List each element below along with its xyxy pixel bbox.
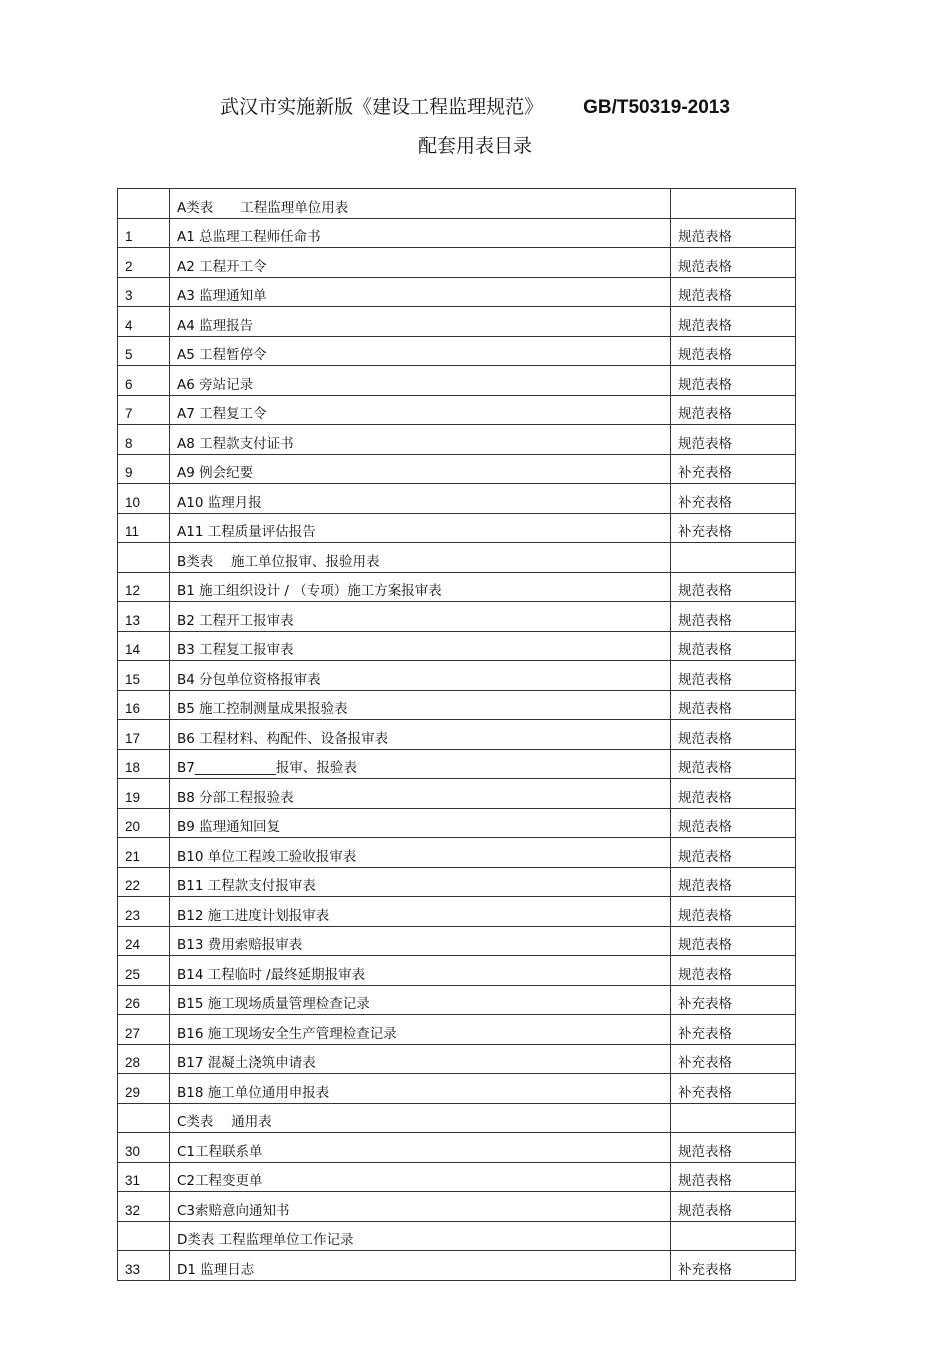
- table-row: [118, 484, 796, 514]
- form-type-cell: 补充表格: [671, 484, 796, 514]
- form-type-cell: [671, 1221, 796, 1251]
- table-row: [118, 248, 796, 278]
- form-type-cell: 规范表格: [671, 218, 796, 248]
- form-type-cell: 规范表格: [671, 838, 796, 868]
- section-header-row: [118, 189, 796, 219]
- table-row: [118, 1162, 796, 1192]
- table-row: [118, 808, 796, 838]
- row-number-cell: 7: [118, 395, 170, 425]
- form-type-cell: 规范表格: [671, 867, 796, 897]
- row-number-cell: 20: [118, 808, 170, 838]
- form-name-cell: C3索赔意向通知书: [170, 1192, 671, 1222]
- table-row: [118, 956, 796, 986]
- form-type-cell: 补充表格: [671, 454, 796, 484]
- form-name-cell: B类表 施工单位报审、报验用表: [170, 543, 671, 573]
- form-name-cell: B12 施工进度计划报审表: [170, 897, 671, 927]
- form-name-cell: B9 监理通知回复: [170, 808, 671, 838]
- row-number-cell: 26: [118, 985, 170, 1015]
- row-number-cell: 1: [118, 218, 170, 248]
- form-type-cell: 规范表格: [671, 956, 796, 986]
- row-number-cell: 11: [118, 513, 170, 543]
- form-type-cell: 补充表格: [671, 1074, 796, 1104]
- form-type-cell: 规范表格: [671, 248, 796, 278]
- form-name-cell: B8 分部工程报验表: [170, 779, 671, 809]
- row-number-cell: 13: [118, 602, 170, 632]
- table-row: [118, 1133, 796, 1163]
- row-number-cell: [118, 543, 170, 573]
- form-type-cell: 规范表格: [671, 366, 796, 396]
- table-row: [118, 1074, 796, 1104]
- row-number-cell: 32: [118, 1192, 170, 1222]
- row-number-cell: 33: [118, 1251, 170, 1281]
- form-type-cell: [671, 543, 796, 573]
- form-name-cell: B4 分包单位资格报审表: [170, 661, 671, 691]
- row-number-cell: 8: [118, 425, 170, 455]
- form-name-cell: A3 监理通知单: [170, 277, 671, 307]
- row-number-cell: [118, 1221, 170, 1251]
- row-number-cell: 9: [118, 454, 170, 484]
- form-name-cell: B13 费用索赔报审表: [170, 926, 671, 956]
- form-type-cell: 规范表格: [671, 749, 796, 779]
- table-row: [118, 572, 796, 602]
- form-type-cell: [671, 189, 796, 219]
- form-type-cell: 规范表格: [671, 1192, 796, 1222]
- row-number-cell: 14: [118, 631, 170, 661]
- row-number-cell: 31: [118, 1162, 170, 1192]
- row-number-cell: 4: [118, 307, 170, 337]
- form-name-cell: B15 施工现场质量管理检查记录: [170, 985, 671, 1015]
- form-name-cell: B17 混凝土浇筑申请表: [170, 1044, 671, 1074]
- table-row: [118, 779, 796, 809]
- document-subtitle: 配套用表目录: [417, 135, 532, 157]
- form-type-cell: 规范表格: [671, 307, 796, 337]
- row-number-cell: 24: [118, 926, 170, 956]
- form-name-cell: C2工程变更单: [170, 1162, 671, 1192]
- document-title: [0, 92, 950, 119]
- table-row: [118, 395, 796, 425]
- form-type-cell: 规范表格: [671, 631, 796, 661]
- form-name-cell: B14 工程临时 /最终延期报审表: [170, 956, 671, 986]
- table-row: [118, 336, 796, 366]
- form-type-cell: 补充表格: [671, 1251, 796, 1281]
- form-type-cell: 规范表格: [671, 808, 796, 838]
- form-type-cell: 规范表格: [671, 1133, 796, 1163]
- table-row: [118, 277, 796, 307]
- form-name-cell: A9 例会纪要: [170, 454, 671, 484]
- row-number-cell: [118, 189, 170, 219]
- row-number-cell: 5: [118, 336, 170, 366]
- row-number-cell: 18: [118, 749, 170, 779]
- form-type-cell: 补充表格: [671, 513, 796, 543]
- title-main: 武汉市实施新版《建设工程监理规范》: [220, 96, 544, 118]
- row-number-cell: 30: [118, 1133, 170, 1163]
- row-number-cell: 16: [118, 690, 170, 720]
- row-number-cell: 19: [118, 779, 170, 809]
- form-name-cell: B10 单位工程竣工验收报审表: [170, 838, 671, 868]
- table-row: [118, 1044, 796, 1074]
- form-name-cell: C类表 通用表: [170, 1103, 671, 1133]
- form-name-cell: B6 工程材料、构配件、设备报审表: [170, 720, 671, 750]
- form-name-cell: B16 施工现场安全生产管理检查记录: [170, 1015, 671, 1045]
- form-type-cell: 规范表格: [671, 1162, 796, 1192]
- form-type-cell: 规范表格: [671, 602, 796, 632]
- form-name-cell: A5 工程暂停令: [170, 336, 671, 366]
- form-name-cell: A7 工程复工令: [170, 395, 671, 425]
- form-name-cell: A1 总监理工程师任命书: [170, 218, 671, 248]
- form-catalog-table: [117, 188, 796, 1281]
- form-name-cell: B18 施工单位通用申报表: [170, 1074, 671, 1104]
- section-header-row: [118, 543, 796, 573]
- section-header-row: [118, 1221, 796, 1251]
- table-row: [118, 926, 796, 956]
- table-row: [118, 1251, 796, 1281]
- row-number-cell: 27: [118, 1015, 170, 1045]
- row-number-cell: 22: [118, 867, 170, 897]
- row-number-cell: 6: [118, 366, 170, 396]
- table-row: [118, 602, 796, 632]
- row-number-cell: [118, 1103, 170, 1133]
- standard-code: GB/T50319-2013: [583, 97, 730, 118]
- row-number-cell: 3: [118, 277, 170, 307]
- table-row: [118, 1192, 796, 1222]
- form-type-cell: 规范表格: [671, 926, 796, 956]
- table-row: [118, 631, 796, 661]
- form-name-cell: C1工程联系单: [170, 1133, 671, 1163]
- section-header-row: [118, 1103, 796, 1133]
- form-type-cell: 规范表格: [671, 395, 796, 425]
- table-row: [118, 897, 796, 927]
- row-number-cell: 15: [118, 661, 170, 691]
- form-type-cell: 规范表格: [671, 336, 796, 366]
- table-row: [118, 1015, 796, 1045]
- row-number-cell: 25: [118, 956, 170, 986]
- row-number-cell: 28: [118, 1044, 170, 1074]
- form-name-cell: A2 工程开工令: [170, 248, 671, 278]
- table-row: [118, 218, 796, 248]
- row-number-cell: 12: [118, 572, 170, 602]
- form-name-cell: A类表 工程监理单位用表: [170, 189, 671, 219]
- row-number-cell: 29: [118, 1074, 170, 1104]
- form-type-cell: 补充表格: [671, 985, 796, 1015]
- form-name-cell: B2 工程开工报审表: [170, 602, 671, 632]
- form-name-cell: A10 监理月报: [170, 484, 671, 514]
- table-row: [118, 690, 796, 720]
- form-name-cell: D1 监理日志: [170, 1251, 671, 1281]
- form-type-cell: 规范表格: [671, 277, 796, 307]
- form-name-cell: B7____________报审、报验表: [170, 749, 671, 779]
- form-name-cell: A11 工程质量评估报告: [170, 513, 671, 543]
- table-row: [118, 661, 796, 691]
- catalog-body: [118, 189, 796, 1281]
- row-number-cell: 2: [118, 248, 170, 278]
- form-type-cell: 规范表格: [671, 425, 796, 455]
- row-number-cell: 17: [118, 720, 170, 750]
- form-name-cell: A6 旁站记录: [170, 366, 671, 396]
- form-name-cell: A4 监理报告: [170, 307, 671, 337]
- table-row: [118, 867, 796, 897]
- form-name-cell: D类表 工程监理单位工作记录: [170, 1221, 671, 1251]
- form-type-cell: 补充表格: [671, 1044, 796, 1074]
- form-name-cell: A8 工程款支付证书: [170, 425, 671, 455]
- row-number-cell: 23: [118, 897, 170, 927]
- form-type-cell: [671, 1103, 796, 1133]
- form-type-cell: 规范表格: [671, 897, 796, 927]
- form-type-cell: 规范表格: [671, 572, 796, 602]
- form-name-cell: B1 施工组织设计 / （专项）施工方案报审表: [170, 572, 671, 602]
- table-row: [118, 366, 796, 396]
- form-type-cell: 补充表格: [671, 1015, 796, 1045]
- table-row: [118, 749, 796, 779]
- row-number-cell: 10: [118, 484, 170, 514]
- form-name-cell: B3 工程复工报审表: [170, 631, 671, 661]
- table-row: [118, 307, 796, 337]
- form-name-cell: B5 施工控制测量成果报验表: [170, 690, 671, 720]
- table-row: [118, 425, 796, 455]
- form-type-cell: 规范表格: [671, 690, 796, 720]
- form-type-cell: 规范表格: [671, 661, 796, 691]
- table-row: [118, 720, 796, 750]
- form-name-cell: B11 工程款支付报审表: [170, 867, 671, 897]
- form-type-cell: 规范表格: [671, 779, 796, 809]
- table-row: [118, 838, 796, 868]
- table-row: [118, 985, 796, 1015]
- row-number-cell: 21: [118, 838, 170, 868]
- form-type-cell: 规范表格: [671, 720, 796, 750]
- table-row: [118, 513, 796, 543]
- table-row: [118, 454, 796, 484]
